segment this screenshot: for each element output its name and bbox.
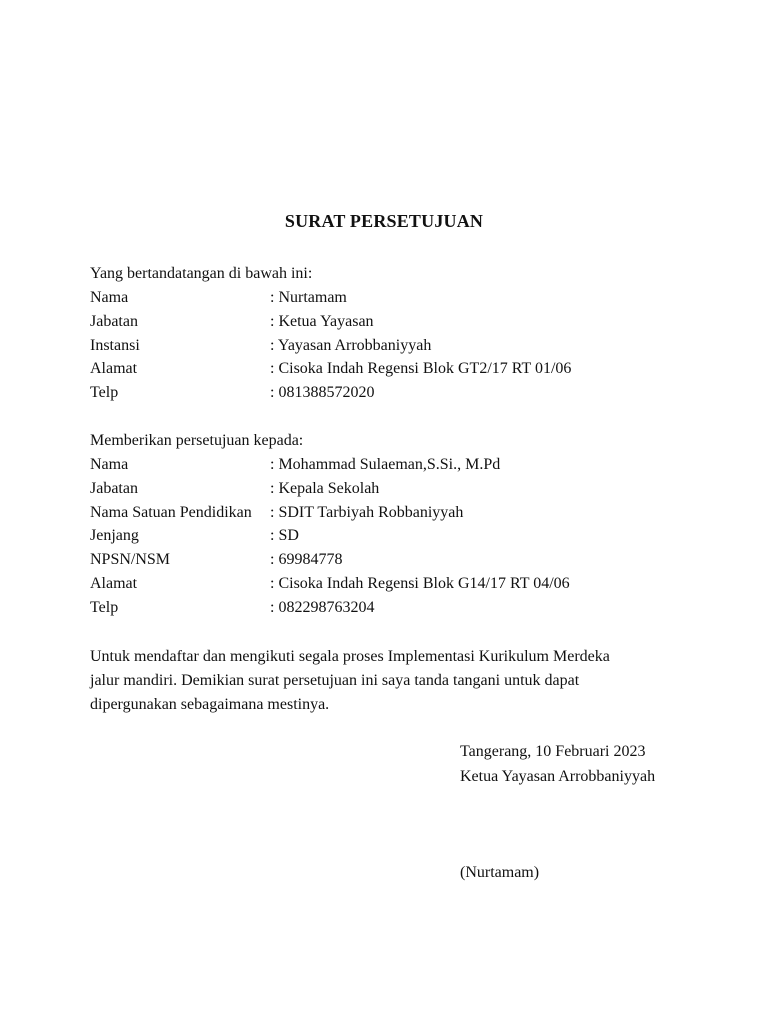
field-label: Nama <box>90 289 129 306</box>
signer-position: Ketua Yayasan Arrobbaniyyah <box>460 768 656 785</box>
grantee-row-npsn <box>90 548 710 572</box>
field-label: Jenjang <box>90 527 139 545</box>
field-label: Nama <box>90 456 129 473</box>
field-value: : 082298763204 <box>270 596 710 620</box>
field-value: : Yayasan Arrobbaniyyah <box>270 334 710 358</box>
grantee-intro: Memberikan persetujuan kepada: <box>90 432 304 449</box>
body-line: dipergunakan sebagaimana mestinya. <box>90 696 330 713</box>
field-label: Instansi <box>90 336 140 354</box>
field-value: : Cisoka Indah Regensi Blok GT2/17 RT 01/06 <box>270 357 710 381</box>
field-label: NPSN/NSM <box>90 551 171 569</box>
field-value: : SD <box>270 524 710 548</box>
grantee-row-name <box>90 453 710 477</box>
field-label: Telp <box>90 384 119 402</box>
letter-title: SURAT PERSETUJUAN <box>284 211 484 231</box>
field-value: : 081388572020 <box>270 381 710 405</box>
field-label: Alamat <box>90 360 138 378</box>
field-value: : SDIT Tarbiyah Robbaniyyah <box>270 501 710 525</box>
grantee-row-position <box>90 477 710 501</box>
signature-block <box>460 739 740 881</box>
grantee-section <box>90 429 710 620</box>
body-line: Untuk mendaftar dan mengikuti segala proses Implementasi Kurikulum Merdeka <box>90 648 610 665</box>
field-label: Telp <box>90 598 119 616</box>
body-paragraph <box>90 645 700 717</box>
field-value: : Nurtamam <box>270 286 710 310</box>
field-value: : Ketua Yayasan <box>270 310 710 334</box>
grantor-row-position <box>90 310 710 334</box>
grantor-row-phone <box>90 381 710 405</box>
grantee-row-level <box>90 524 710 548</box>
signer-name: (Nurtamam) <box>460 864 540 881</box>
field-label: Jabatan <box>90 312 138 330</box>
field-value: : Mohammad Sulaeman,S.Si., M.Pd <box>270 453 710 477</box>
field-label: Alamat <box>90 574 138 592</box>
grantor-section <box>90 262 710 405</box>
grantee-row-phone <box>90 596 710 620</box>
grantee-row-school <box>90 501 710 525</box>
grantor-row-name <box>90 286 710 310</box>
body-line: jalur mandiri. Demikian surat persetujuan ini saya tanda tangani untuk dapat <box>90 672 580 689</box>
field-value: : Kepala Sekolah <box>270 477 710 501</box>
field-label: Nama Satuan Pendidikan <box>90 503 252 521</box>
field-value: : Cisoka Indah Regensi Blok G14/17 RT 04/06 <box>270 572 710 596</box>
field-label: Jabatan <box>90 479 138 497</box>
grantor-row-institution <box>90 334 710 358</box>
field-value: : 69984778 <box>270 548 710 572</box>
grantor-intro: Yang bertandatangan di bawah ini: <box>90 265 313 282</box>
grantee-row-address <box>90 572 710 596</box>
grantor-row-address <box>90 357 710 381</box>
place-date: Tangerang, 10 Februari 2023 <box>460 743 646 760</box>
